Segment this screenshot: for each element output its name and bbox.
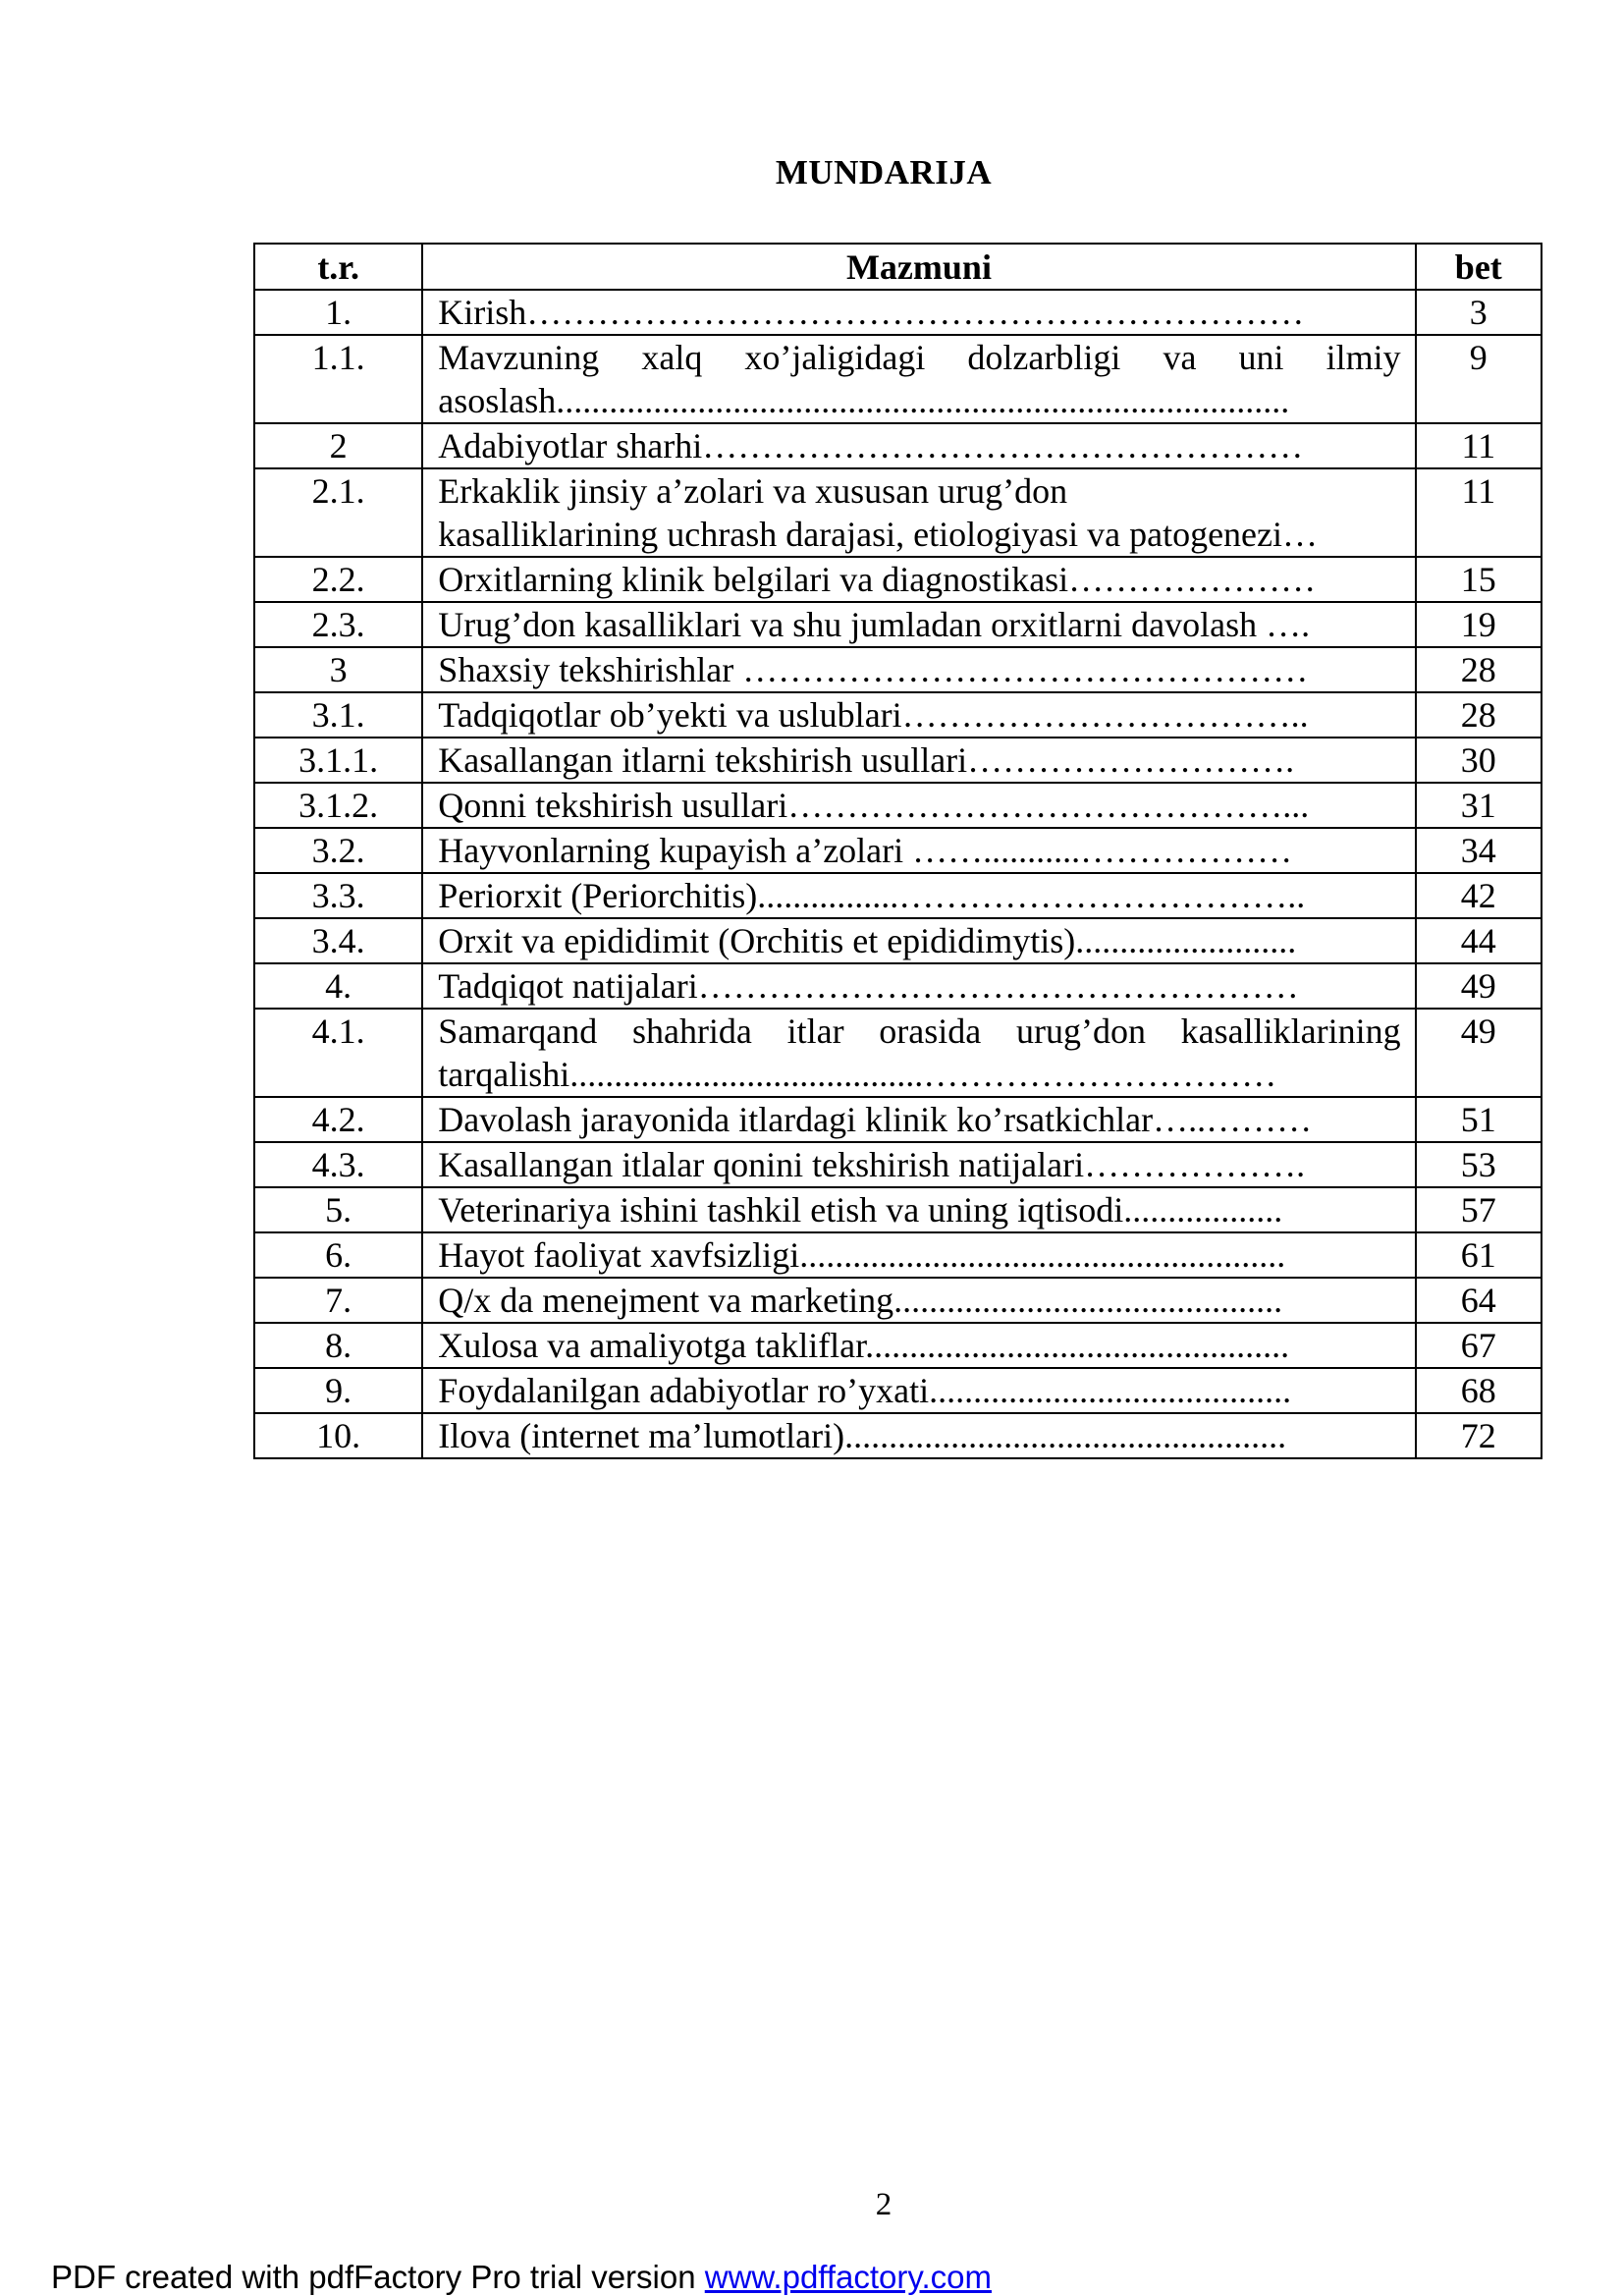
table-row xyxy=(254,1323,1542,1368)
table-row xyxy=(254,918,1542,963)
row-content: Qonni tekshirish usullari……………………………………... xyxy=(422,783,1415,828)
row-number: 3.1.2. xyxy=(254,783,422,828)
row-number: 1.1. xyxy=(254,335,422,423)
table-row xyxy=(254,602,1542,647)
row-page: 9 xyxy=(1416,335,1542,423)
row-content: Mavzuning xalq xo’jaligidagi dolzarbligi va uni ilmiy asoslash................................................................................... xyxy=(422,335,1415,423)
row-number: 6. xyxy=(254,1232,422,1278)
row-content: Erkaklik jinsiy a’zolari va xususan urug’don kasalliklarining uchrash darajasi, etiologiyasi va patogenezi… xyxy=(422,468,1415,557)
row-page: 28 xyxy=(1416,647,1542,692)
row-content: Davolash jarayonida itlardagi klinik ko’rsatkichlar…..……… xyxy=(422,1097,1415,1142)
row-page: 19 xyxy=(1416,602,1542,647)
table-header-row xyxy=(254,244,1542,290)
page-number: 2 xyxy=(875,2187,893,2222)
table-body xyxy=(254,290,1542,1458)
table-row xyxy=(254,1368,1542,1413)
row-number: 2.2. xyxy=(254,557,422,602)
row-number: 3 xyxy=(254,647,422,692)
footer-link[interactable]: www.pdffactory.com xyxy=(704,2259,992,2295)
row-content: Hayvonlarning kupayish a’zolari ……...........……………… xyxy=(422,828,1415,873)
row-content: Periorxit (Periorchitis)................…………………………….. xyxy=(422,873,1415,918)
row-content: Shaxsiy tekshirishlar ………………………………………… xyxy=(422,647,1415,692)
row-page: 67 xyxy=(1416,1323,1542,1368)
row-number: 10. xyxy=(254,1413,422,1458)
table-row xyxy=(254,738,1542,783)
row-number: 9. xyxy=(254,1368,422,1413)
row-number: 2.1. xyxy=(254,468,422,557)
table-row xyxy=(254,692,1542,738)
row-number: 3.4. xyxy=(254,918,422,963)
row-number: 3.1. xyxy=(254,692,422,738)
row-page: 30 xyxy=(1416,738,1542,783)
page-title: MUNDARIJA xyxy=(775,153,993,191)
row-content: Kasallangan itlalar qonini tekshirish natijalari………………. xyxy=(422,1142,1415,1187)
table-row xyxy=(254,963,1542,1009)
row-number: 3.3. xyxy=(254,873,422,918)
header-number: t.r. xyxy=(254,244,422,290)
row-page: 49 xyxy=(1416,963,1542,1009)
table-row xyxy=(254,1413,1542,1458)
header-content: Mazmuni xyxy=(422,244,1415,290)
row-page: 44 xyxy=(1416,918,1542,963)
row-number: 5. xyxy=(254,1187,422,1232)
row-content: Ilova (internet ma’lumotlari).................................................. xyxy=(422,1413,1415,1458)
row-page: 64 xyxy=(1416,1278,1542,1323)
row-number: 2 xyxy=(254,423,422,468)
table-row xyxy=(254,873,1542,918)
row-content: Orxit va epididimit (Orchitis et epididimytis)......................... xyxy=(422,918,1415,963)
table-row xyxy=(254,828,1542,873)
header-page: bet xyxy=(1416,244,1542,290)
row-number: 3.1.1. xyxy=(254,738,422,783)
row-content: Veterinariya ishini tashkil etish va uning iqtisodi.................. xyxy=(422,1187,1415,1232)
row-number: 7. xyxy=(254,1278,422,1323)
row-page: 53 xyxy=(1416,1142,1542,1187)
table-row xyxy=(254,1009,1542,1097)
row-number: 1. xyxy=(254,290,422,335)
table-row xyxy=(254,1232,1542,1278)
row-number: 4.1. xyxy=(254,1009,422,1097)
row-page: 68 xyxy=(1416,1368,1542,1413)
row-page: 3 xyxy=(1416,290,1542,335)
row-page: 28 xyxy=(1416,692,1542,738)
table-row xyxy=(254,783,1542,828)
row-page: 72 xyxy=(1416,1413,1542,1458)
row-number: 8. xyxy=(254,1323,422,1368)
row-page: 57 xyxy=(1416,1187,1542,1232)
table-row xyxy=(254,1097,1542,1142)
row-content: Samarqand shahrida itlar orasida urug’don kasalliklarining tarqalishi........................................………………………… xyxy=(422,1009,1415,1097)
row-content: Tadqiqot natijalari…………………………………………… xyxy=(422,963,1415,1009)
row-number: 4.2. xyxy=(254,1097,422,1142)
row-content: Kirish………………………………………………………… xyxy=(422,290,1415,335)
table-row xyxy=(254,335,1542,423)
pdf-footer xyxy=(51,2259,992,2296)
row-content: Adabiyotlar sharhi…………………………………………… xyxy=(422,423,1415,468)
table-row xyxy=(254,1142,1542,1187)
row-page: 49 xyxy=(1416,1009,1542,1097)
row-content: Urug’don kasalliklari va shu jumladan orxitlarni davolash …. xyxy=(422,602,1415,647)
table-row xyxy=(254,647,1542,692)
row-number: 4. xyxy=(254,963,422,1009)
table-row xyxy=(254,557,1542,602)
row-content: Xulosa va amaliyotga takliflar................................................ xyxy=(422,1323,1415,1368)
footer-text: PDF created with pdfFactory Pro trial version xyxy=(51,2259,705,2295)
row-number: 4.3. xyxy=(254,1142,422,1187)
row-page: 61 xyxy=(1416,1232,1542,1278)
row-content: Q/x da menejment va marketing............................................ xyxy=(422,1278,1415,1323)
row-page: 42 xyxy=(1416,873,1542,918)
table-row xyxy=(254,1278,1542,1323)
row-content: Hayot faoliyat xavfsizligi....................................................... xyxy=(422,1232,1415,1278)
row-page: 31 xyxy=(1416,783,1542,828)
row-page: 11 xyxy=(1416,423,1542,468)
table-of-contents xyxy=(253,243,1542,1459)
row-content: Foydalanilgan adabiyotlar ro’yxati......................................... xyxy=(422,1368,1415,1413)
row-content: Kasallangan itlarni tekshirish usullari………………………. xyxy=(422,738,1415,783)
table-row xyxy=(254,423,1542,468)
row-content: Orxitlarning klinik belgilari va diagnostikasi………………… xyxy=(422,557,1415,602)
row-number: 2.3. xyxy=(254,602,422,647)
table-row xyxy=(254,1187,1542,1232)
row-number: 3.2. xyxy=(254,828,422,873)
table-row xyxy=(254,468,1542,557)
row-page: 11 xyxy=(1416,468,1542,557)
table-row xyxy=(254,290,1542,335)
row-content: Tadqiqotlar ob’yekti va uslublari…………………………….. xyxy=(422,692,1415,738)
row-page: 34 xyxy=(1416,828,1542,873)
row-page: 51 xyxy=(1416,1097,1542,1142)
row-page: 15 xyxy=(1416,557,1542,602)
